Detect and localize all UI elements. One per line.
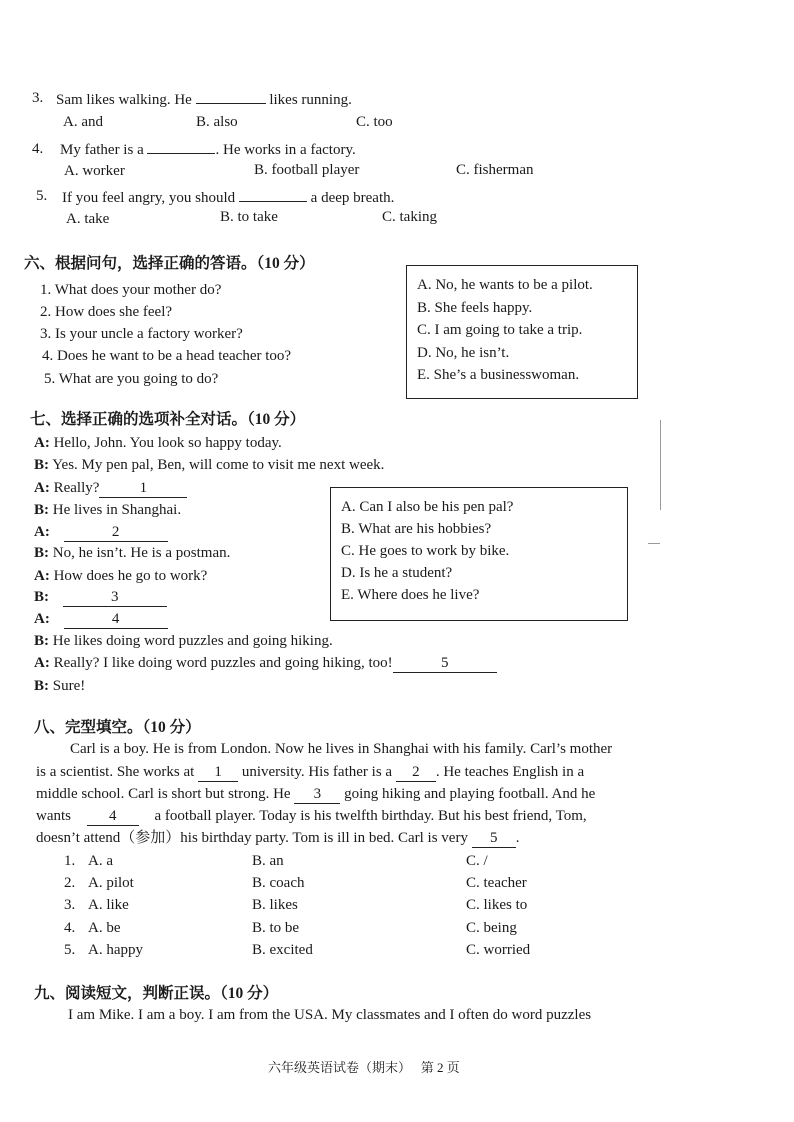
answer-option[interactable]: C. He goes to work by bike.	[341, 543, 510, 559]
question-item: 5. What are you going to do?	[44, 371, 219, 387]
dialogue-line: A: 4	[34, 609, 168, 629]
answer-option[interactable]: E. Where does he live?	[341, 587, 480, 603]
passage-line: I am Mike. I am a boy. I am from the USA. My classmates and I often do word puzzles	[68, 1007, 592, 1023]
question-text: If you feel angry, you should a deep breath.	[62, 184, 394, 208]
dialogue-blank-4[interactable]: 4	[64, 611, 168, 629]
cloze-blank-1[interactable]: 1	[198, 764, 238, 782]
option-c[interactable]: C. taking	[382, 209, 437, 225]
page-footer	[268, 1058, 460, 1078]
cloze-blank-5[interactable]: 5	[472, 830, 516, 848]
choice-a[interactable]: A. pilot	[88, 875, 134, 891]
question-number: 3.	[32, 90, 44, 106]
answer-option[interactable]: B. What are his hobbies?	[341, 521, 492, 537]
choice-number: 4.	[64, 920, 76, 936]
section-9-heading: 九、阅读短文，判断正误。（10 分）	[34, 985, 279, 1002]
dialogue-line: A: Really? 1	[34, 478, 187, 498]
question-number: 5.	[36, 188, 48, 204]
cloze-blank-3[interactable]: 3	[294, 786, 340, 804]
answer-option[interactable]: E. She’s a businesswoman.	[417, 367, 580, 383]
option-a[interactable]: A. worker	[64, 163, 125, 179]
answer-option[interactable]: D. Is he a student?	[341, 565, 453, 581]
choice-b[interactable]: B. coach	[252, 875, 305, 891]
dialogue-line: B: 3	[34, 587, 167, 607]
dialogue-blank-3[interactable]: 3	[63, 589, 167, 607]
choice-b[interactable]: B. excited	[252, 942, 313, 958]
dialogue-line: A: Hello, John. You look so happy today.	[34, 435, 282, 451]
section-8-heading: 八、完型填空。（10 分）	[34, 719, 201, 736]
answer-option[interactable]: D. No, he isn’t.	[417, 345, 510, 361]
choice-c[interactable]: C. likes to	[466, 897, 528, 913]
dialogue-line: A: How does he go to work?	[34, 568, 208, 584]
answer-option[interactable]: B. She feels happy.	[417, 300, 533, 316]
choice-number: 2.	[64, 875, 76, 891]
scan-mark	[660, 420, 661, 510]
choice-a[interactable]: A. happy	[88, 942, 143, 958]
passage-line: Carl is a boy. He is from London. Now he lives in Shanghai with his family. Carl’s mother	[70, 741, 613, 757]
passage-line: doesn’t attend（参加）his birthday party. Tom is ill in bed. Carl is very 5 .	[36, 830, 520, 846]
choice-c[interactable]: C. worried	[466, 942, 531, 958]
answer-blank[interactable]	[147, 136, 215, 154]
dialogue-line: B: Yes. My pen pal, Ben, will come to visit me next week.	[34, 457, 385, 473]
passage-line: wants 4 a football player. Today is his twelfth birthday. But his best friend, Tom,	[36, 808, 587, 824]
cloze-blank-4[interactable]: 4	[87, 808, 139, 826]
choice-b[interactable]: B. an	[252, 853, 284, 869]
choice-c[interactable]: C. /	[466, 853, 488, 869]
question-number: 4.	[32, 141, 44, 157]
choice-c[interactable]: C. being	[466, 920, 517, 936]
cloze-blank-2[interactable]: 2	[396, 764, 436, 782]
section-7-option-box	[330, 487, 628, 621]
dialogue-line: B: He lives in Shanghai.	[34, 502, 182, 518]
question-text: My father is a . He works in a factory.	[60, 136, 356, 160]
choice-b[interactable]: B. to be	[252, 920, 300, 936]
choice-a[interactable]: A. be	[88, 920, 121, 936]
question-item: 2. How does she feel?	[40, 304, 173, 320]
dialogue-line: B: Sure!	[34, 678, 86, 694]
option-c[interactable]: C. fisherman	[456, 162, 534, 178]
question-item: 1. What does your mother do?	[40, 282, 222, 298]
question-text: Sam likes walking. He likes running.	[56, 86, 352, 110]
choice-number: 3.	[64, 897, 76, 913]
question-item: 3. Is your uncle a factory worker?	[40, 326, 243, 342]
exam-title: 六年级英语试卷（期末）	[268, 1060, 412, 1075]
answer-blank[interactable]	[196, 86, 266, 104]
section-6-answer-box	[406, 265, 638, 399]
passage-line: is a scientist. She works at 1 university. His father is a 2 . He teaches English in a	[36, 764, 585, 780]
passage-line: middle school. Carl is short but strong. He 3 going hiking and playing football. And he	[36, 786, 596, 802]
option-b[interactable]: B. to take	[220, 209, 278, 225]
page-number: 第 2 页	[420, 1060, 460, 1075]
answer-option[interactable]: C. I am going to take a trip.	[417, 322, 583, 338]
option-c[interactable]: C. too	[356, 114, 393, 130]
choice-number: 5.	[64, 942, 76, 958]
question-item: 4. Does he want to be a head teacher too?	[42, 348, 292, 364]
choice-number: 1.	[64, 853, 76, 869]
section-6-heading: 六、根据问句，选择正确的答语。（10 分）	[24, 255, 315, 272]
dialogue-line: B: No, he isn’t. He is a postman.	[34, 545, 231, 561]
answer-option[interactable]: A. No, he wants to be a pilot.	[417, 277, 593, 293]
dialogue-blank-1[interactable]: 1	[99, 480, 187, 498]
answer-option[interactable]: A. Can I also be his pen pal?	[341, 499, 514, 515]
scan-mark	[648, 543, 660, 544]
choice-a[interactable]: A. like	[88, 897, 129, 913]
choice-a[interactable]: A. a	[88, 853, 113, 869]
section-7-heading: 七、选择正确的选项补全对话。（10 分）	[30, 411, 306, 428]
dialogue-line: B: He likes doing word puzzles and going hiking.	[34, 633, 333, 649]
answer-blank[interactable]	[239, 184, 307, 202]
choice-c[interactable]: C. teacher	[466, 875, 527, 891]
option-b[interactable]: B. football player	[254, 162, 360, 178]
dialogue-blank-2[interactable]: 2	[64, 524, 168, 542]
dialogue-line: A: Really? I like doing word puzzles and going hiking, too! 5	[34, 653, 497, 673]
dialogue-blank-5[interactable]: 5	[393, 655, 497, 673]
choice-b[interactable]: B. likes	[252, 897, 298, 913]
dialogue-line: A: 2	[34, 522, 168, 542]
option-b[interactable]: B. also	[196, 114, 238, 130]
option-a[interactable]: A. and	[63, 114, 103, 130]
option-a[interactable]: A. take	[66, 211, 110, 227]
